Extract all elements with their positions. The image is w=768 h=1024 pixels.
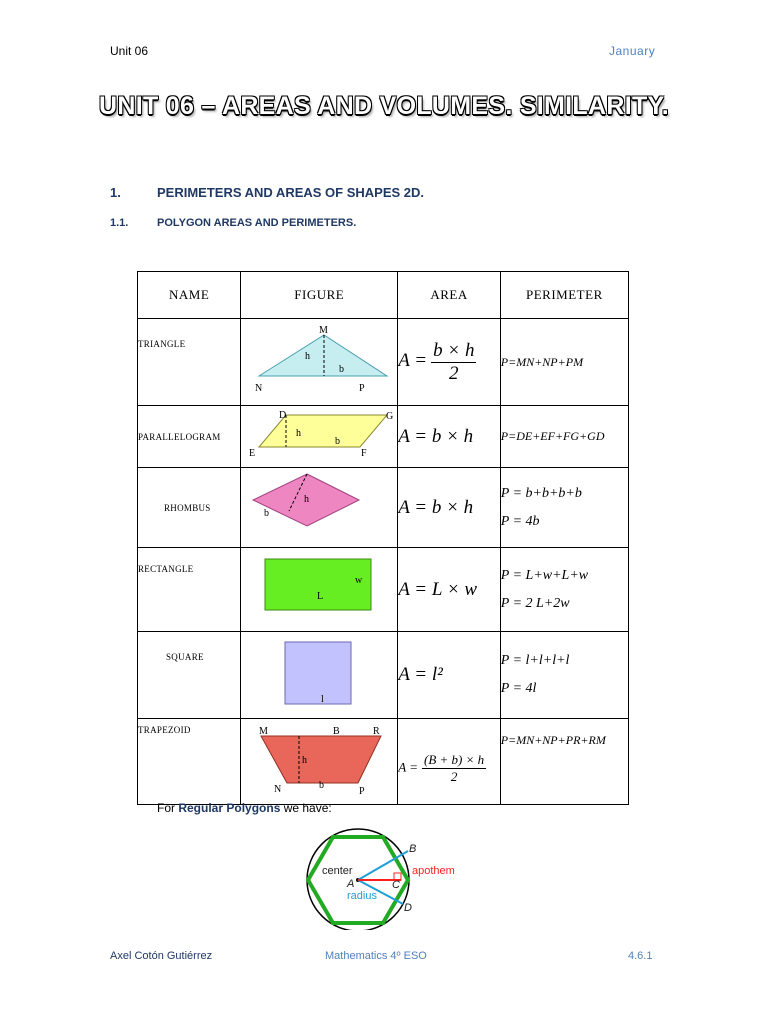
trapezoid-area-lhs: A = xyxy=(398,759,419,775)
rectangle-perimeter-line-1: P = L+w+L+w xyxy=(500,567,589,583)
triangle-label-m: M xyxy=(319,325,329,336)
header-month: January xyxy=(609,44,656,58)
trapezoid-label-h: h xyxy=(302,755,308,766)
triangle-area-fraction xyxy=(431,340,476,385)
rectangle-label-w: w xyxy=(355,575,363,586)
table-row-trapezoid xyxy=(138,719,629,805)
parallelogram-area xyxy=(398,406,501,468)
parallelogram-area-formula: A = b × h xyxy=(398,425,474,447)
footer-page: 4.6.1 xyxy=(628,950,653,962)
square-name: SQUARE xyxy=(138,632,241,719)
trapezoid-label-m: M xyxy=(259,726,269,737)
trapezoid-label-r: R xyxy=(373,726,380,737)
rhombus-name: RHOMBUS xyxy=(138,468,241,548)
triangle-name: TRIANGLE xyxy=(138,319,241,406)
triangle-label-b: b xyxy=(339,364,345,375)
square-area xyxy=(398,632,501,719)
triangle-label-p: P xyxy=(359,383,365,394)
header-perimeter: PERIMETER xyxy=(500,272,628,319)
trapezoid-diagram xyxy=(241,719,397,799)
parallelogram-label-e: E xyxy=(249,448,256,459)
rectangle-perimeter xyxy=(500,548,628,632)
triangle-perimeter: P=MN+NP+PM xyxy=(500,319,628,406)
rectangle-name: RECTANGLE xyxy=(138,548,241,632)
rhombus-diagram xyxy=(241,468,397,542)
parallelogram-label-b: b xyxy=(335,436,341,447)
triangle-area xyxy=(398,319,501,406)
point-c-label: C xyxy=(392,879,400,891)
radius-label: radius xyxy=(347,890,377,902)
triangle-shape xyxy=(259,335,387,376)
triangle-label-h: h xyxy=(305,351,311,362)
header-unit: Unit 06 xyxy=(110,44,149,58)
shapes-table xyxy=(137,271,629,805)
regular-polygons-intro xyxy=(157,801,332,815)
apothem-label: apothem xyxy=(412,865,455,877)
square-shape xyxy=(285,642,351,704)
trapezoid-label-b-lower: b xyxy=(319,780,325,791)
triangle-area-numerator: b × h xyxy=(433,339,475,361)
table-row-square xyxy=(138,632,629,719)
point-b-label: B xyxy=(409,843,417,855)
section-1-title: PERIMETERS AND AREAS OF SHAPES 2D. xyxy=(157,185,425,200)
regular-prefix: For xyxy=(157,801,179,815)
rhombus-label-b: b xyxy=(264,508,270,519)
trapezoid-area-formula xyxy=(398,752,486,785)
rectangle-label-l: L xyxy=(317,591,324,602)
point-a-label: A xyxy=(347,878,355,890)
parallelogram-perimeter: P=DE+EF+FG+GD xyxy=(500,406,628,468)
rectangle-area xyxy=(398,548,501,632)
parallelogram-label-g: G xyxy=(386,411,394,422)
table-row-parallelogram xyxy=(138,406,629,468)
center-label: center xyxy=(322,865,353,877)
rhombus-area xyxy=(398,468,501,548)
rectangle-figure xyxy=(241,548,398,632)
trapezoid-name: TRAPEZOID xyxy=(138,719,241,805)
rectangle-area-formula: A = L × w xyxy=(398,578,478,600)
parallelogram-name: PARALLELOGRAM xyxy=(138,406,241,468)
trapezoid-shape xyxy=(261,736,381,783)
triangle-diagram xyxy=(241,319,397,400)
triangle-area-denominator: 2 xyxy=(449,362,459,384)
rhombus-figure xyxy=(241,468,398,548)
footer-course: Mathematics 4º ESO xyxy=(325,950,427,962)
trapezoid-label-p: P xyxy=(359,786,365,797)
rhombus-perimeter-line-2: P = 4b xyxy=(500,513,540,529)
header-figure: FIGURE xyxy=(241,272,398,319)
table-row-rhombus xyxy=(138,468,629,548)
footer-author: Axel Cotón Gutiérrez xyxy=(110,950,213,962)
square-perimeter-line-1: P = l+l+l+l xyxy=(500,653,570,668)
regular-polygon-diagram xyxy=(300,825,470,930)
trapezoid-area-denominator: 2 xyxy=(450,769,458,784)
triangle-area-lhs: A = xyxy=(398,350,428,372)
square-diagram xyxy=(241,632,397,713)
parallelogram-diagram xyxy=(241,406,397,462)
trapezoid-area xyxy=(398,719,501,805)
header-area: AREA xyxy=(398,272,501,319)
square-perimeter xyxy=(500,632,628,719)
trapezoid-perimeter: P=MN+NP+PR+RM xyxy=(500,719,628,805)
regular-suffix: we have: xyxy=(280,801,332,815)
trapezoid-label-b-upper: B xyxy=(333,726,340,737)
square-perimeter-line-2: P = 4l xyxy=(500,681,537,696)
table-row-rectangle xyxy=(138,548,629,632)
rhombus-perimeter-line-1: P = b+b+b+b xyxy=(500,485,582,501)
parallelogram-label-d: D xyxy=(279,410,287,421)
triangle-label-n: N xyxy=(255,383,263,394)
trapezoid-figure xyxy=(241,719,398,805)
section-1-1-number: 1.1. xyxy=(110,217,129,229)
section-1-1-title: POLYGON AREAS AND PERIMETERS. xyxy=(157,217,357,229)
rectangle-diagram xyxy=(241,548,397,626)
parallelogram-label-f: F xyxy=(361,448,367,459)
header-name: NAME xyxy=(138,272,241,319)
table-row-triangle xyxy=(138,319,629,406)
section-1-number: 1. xyxy=(110,185,121,200)
trapezoid-label-n: N xyxy=(274,784,282,795)
rectangle-perimeter-line-2: P = 2 L+2w xyxy=(500,595,570,611)
rhombus-area-formula: A = b × h xyxy=(398,496,474,518)
square-area-formula: A = l² xyxy=(398,664,443,685)
point-d-label: D xyxy=(404,902,412,914)
triangle-figure xyxy=(241,319,398,406)
rhombus-perimeter xyxy=(500,468,628,548)
parallelogram-figure xyxy=(241,406,398,468)
page-title: UNIT 06 – AREAS AND VOLUMES. SIMILARITY. xyxy=(99,92,669,120)
regular-polygons-term: Regular Polygons xyxy=(178,801,281,815)
square-label-l: l xyxy=(321,694,325,705)
table-header-row xyxy=(138,272,629,319)
parallelogram-label-h: h xyxy=(296,428,302,439)
rhombus-label-h: h xyxy=(304,494,310,505)
triangle-area-formula xyxy=(398,339,476,384)
square-figure xyxy=(241,632,398,719)
trapezoid-area-fraction xyxy=(422,752,486,785)
trapezoid-area-numerator: (B + b) × h xyxy=(424,752,485,767)
